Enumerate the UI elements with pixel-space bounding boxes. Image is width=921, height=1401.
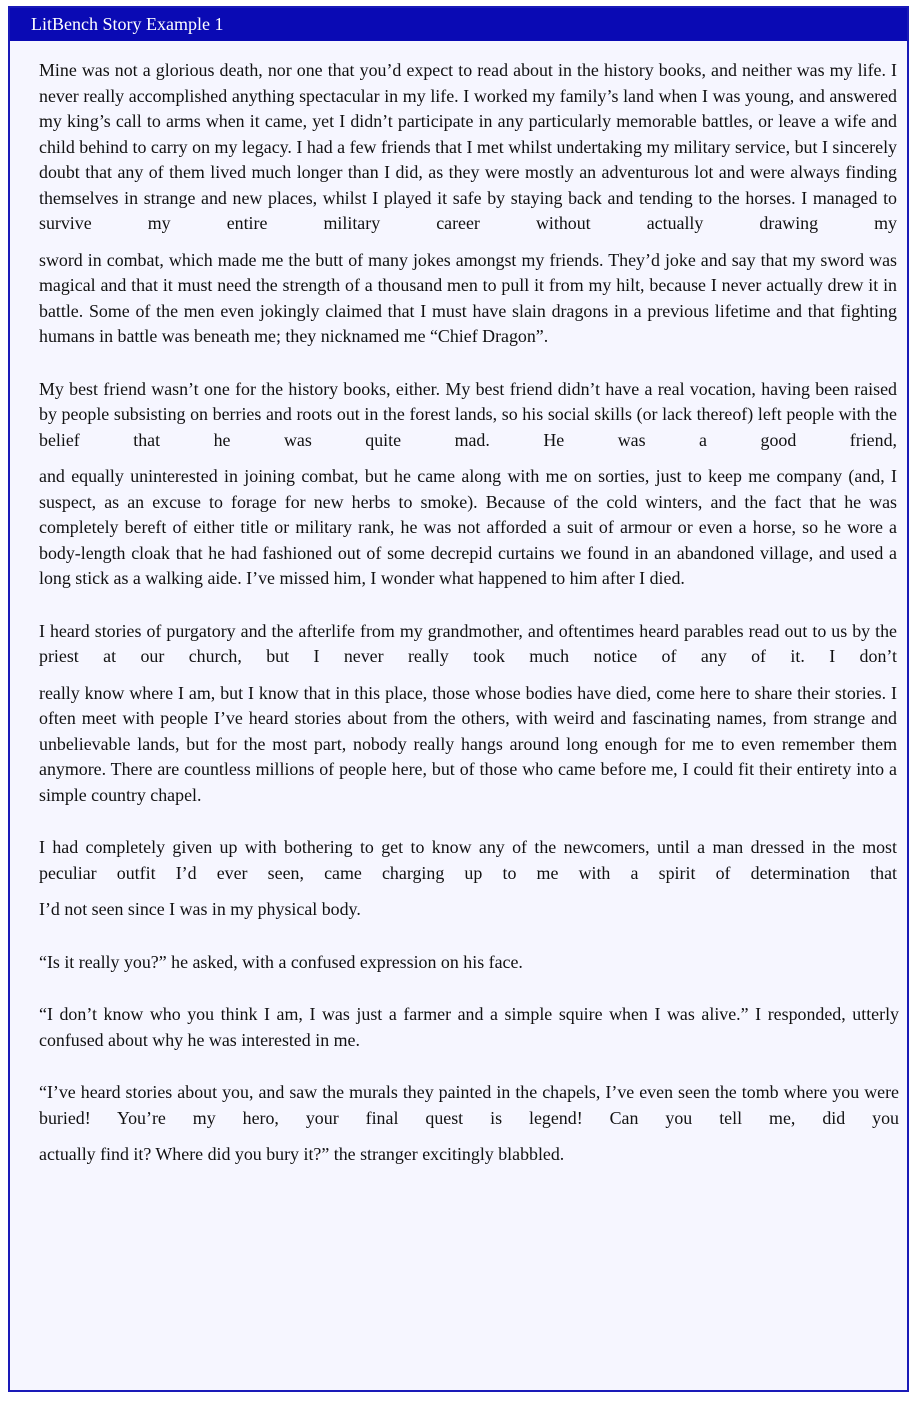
dialogue-line: “I’ve heard stories about you, and saw the murals they painted in the chapels, I’ve even seen the tomb where you were buried! You’re my hero, your final quest is legend! Can you tell me, did you (39, 1082, 899, 1128)
story-paragraph: My best friend wasn’t one for the history books, either. My best friend didn’t have a real vocation, having been raised by people subsisting on berries and roots out in the forest lands, so his social skills (or lack thereof) left people with the belief that he was quite mad. He was a good friend, (39, 378, 897, 450)
story-paragraph: and equally uninterested in joining combat, but he came along with me on sorties, just to keep me company (and, I suspect, as an excuse to forage for new herbs to smoke). Because of the cold winters, and the fact that he was completely bereft of either title or military rank, he was not afforded a suit of armour or even a horse, so he wore a body-length cloak that he had fashioned out of some decrepid curtains we found in an abandoned village, and used a long stick as a walking aide. I’ve missed him, I wonder what happened to him after I died. (39, 466, 897, 588)
story-paragraph: Mine was not a glorious death, nor one that you’d expect to read about in the history books, and neither was my life. I never really accomplished anything spectacular in my life. I worked my family’s land when I was young, and answered my king’s call to arms when it came, yet I didn’t participate in any particularly memorable battles, or leave a wife and child behind to carry on my legacy. I had a few friends that I met whilst undertaking my military service, but I sincerely doubt that any of them lived much longer than I did, as they were mostly an adventurous lot and were always finding themselves in strange and new places, whilst I played it safe by staying back and tending to the horses. I managed to survive my entire military career without actually drawing my (39, 60, 897, 233)
story-paragraph: really know where I am, but I know that in this place, those whose bodies have died, come here to share their stories. I often meet with people I’ve heard stories about from the others, with weird and fascinating names, from strange and unbelievable lands, but for the most part, nobody really hangs around long enough for me to even remember them anymore. There are countless millions of people here, but of those who came before me, I could fit their entirety into a simple country chapel. (39, 682, 897, 805)
story-body (39, 58, 897, 1168)
story-paragraph: I’d not seen since I was in my physical body. (39, 899, 361, 919)
card-title: LitBench Story Example 1 (10, 8, 907, 41)
dialogue-line: “Is it really you?” he asked, with a confused expression on his face. (39, 951, 523, 972)
story-paragraph: I heard stories of purgatory and the afterlife from my grandmother, and oftentimes heard parables read out to us by the priest at our church, but I never really took much notice of any of it. I don’t (39, 620, 897, 666)
story-paragraph: sword in combat, which made me the butt of many jokes amongst my friends. They’d joke and say that my sword was magical and that it must need the strength of a thousand men to pull it from my hilt, because I never actually drew it in battle. Some of the men even jokingly claimed that I must have slain dragons in a previous lifetime and that fighting humans in battle was beneath me; they nicknamed me “Chief Dragon”. (39, 249, 897, 346)
story-card (8, 6, 909, 1392)
dialogue-line: actually find it? Where did you bury it?” the stranger excitingly blabbled. (39, 1144, 565, 1164)
story-paragraph: I had completely given up with bothering to get to know any of the newcomers, until a man dressed in the most peculiar outfit I’d ever seen, came charging up to me with a spirit of determination that (39, 837, 897, 883)
dialogue-line: “I don’t know who you think I am, I was just a farmer and a simple squire when I was alive.” I responded, utterly confused about why he was interested in me. (39, 1004, 899, 1050)
